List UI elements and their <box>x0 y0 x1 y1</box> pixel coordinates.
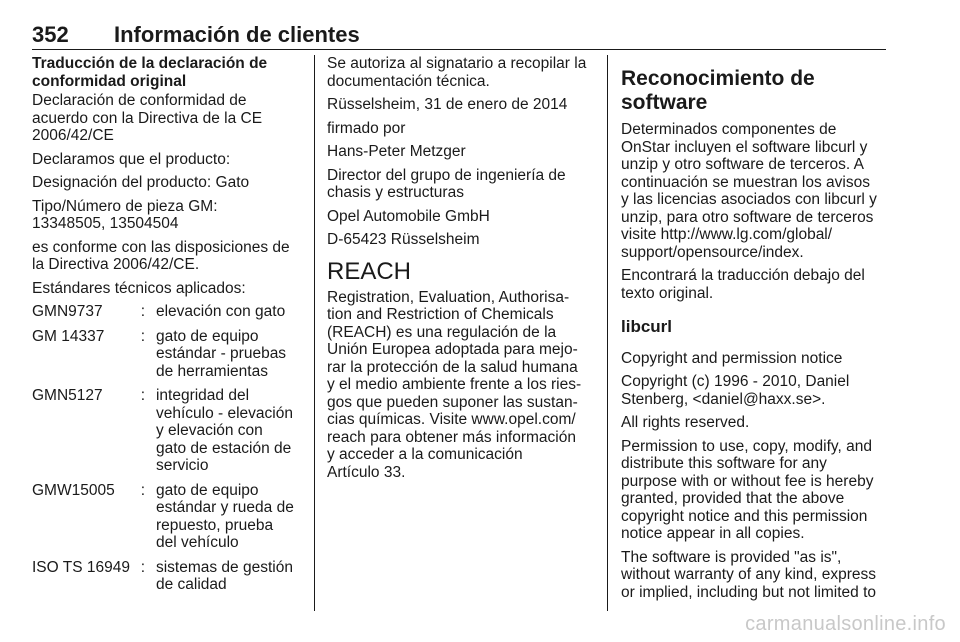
standard-separator: : <box>140 481 146 499</box>
paragraph: Declaración de conformidad de acuerdo con la Directiva de la CE 2006/42/CE <box>32 92 263 144</box>
standard-code: GMN9737 <box>32 303 103 320</box>
standard-code: GM 14337 <box>32 327 105 345</box>
standard-code: GMN5127 <box>32 387 103 404</box>
standard-separator: : <box>140 387 146 404</box>
column-divider <box>314 55 315 611</box>
paragraph: Declaramos que el producto: <box>32 150 231 168</box>
table-row <box>32 482 302 559</box>
standard-description: gato de equipo estándar - pruebas de herramientas <box>155 327 287 380</box>
paragraph: Copyright (c) 1996 - 2010, Daniel Stenberg, <daniel@haxx.se>. <box>621 373 850 408</box>
paragraph: Estándares técnicos aplicados: <box>32 279 246 297</box>
header-rule <box>32 49 886 50</box>
standard-description: gato de equipo estándar y rueda de repuesto, prueba del vehículo <box>155 481 294 551</box>
paragraph: firmado por <box>327 119 406 137</box>
paragraph: Se autoriza al signatario a recopilar la documentación técnica. <box>327 55 587 90</box>
standard-code: GMW15005 <box>32 481 115 499</box>
reach-paragraph: Registration, Evaluation, Authorisa- tion and Restriction of Chemicals (REACH) es una regulación de la Unión Europea adoptada para mejo- rar la protección de la salud humana y el medio ambiente frente a los ries- gos que pueden suponer las sustan- cias químicas. Visite www.opel.com/ reach para obtener más información y acceder a la comunicación Artículo 33. <box>327 288 582 481</box>
standard-separator: : <box>140 558 146 576</box>
standard-separator: : <box>140 327 146 345</box>
page-header <box>32 22 888 50</box>
paragraph: The software is provided "as is", without warranty of any kind, express or implied, including but not limited to <box>621 548 877 601</box>
paragraph: Permission to use, copy, modify, and distribute this software for any purpose with or without fee is hereby granted, provided that the above copyright notice and this permission notice appear in all copies. <box>621 437 874 542</box>
paragraph: Opel Automobile GmbH <box>327 207 490 225</box>
software-heading: Reconocimiento de software <box>621 67 815 114</box>
standard-description: integridad del vehículo - elevación y elevación con gato de estación de servicio <box>155 387 293 474</box>
standard-description: sistemas de gestión de calidad <box>155 558 293 593</box>
standard-code: ISO TS 16949 <box>32 558 130 576</box>
table-row <box>32 559 302 601</box>
reach-heading: REACH <box>327 257 412 285</box>
paragraph: D-65423 Rüsselsheim <box>327 231 480 248</box>
paragraph: Rüsselsheim, 31 de enero de 2014 <box>327 96 568 113</box>
column-right <box>621 55 889 607</box>
paragraph: All rights reserved. <box>621 414 750 431</box>
column-divider <box>607 55 608 611</box>
page-number: 352 <box>32 22 69 47</box>
column-middle <box>327 55 595 487</box>
table-row <box>32 328 302 388</box>
paragraph: es conforme con las disposiciones de la Directiva 2006/42/CE. <box>32 238 290 273</box>
paragraph: Determinados componentes de OnStar incluyen el software libcurl y unzip y otro software de terceros. A continuación se muestran los avisos y las licencias asociados con libcurl y unzip, para otro software de terceros visite http://www.lg.com/global/ support/opensource/index. <box>621 121 877 261</box>
table-row <box>32 387 302 482</box>
libcurl-heading: libcurl <box>621 317 673 336</box>
standard-separator: : <box>140 303 146 320</box>
paragraph: Director del grupo de ingeniería de chasis y estructuras <box>327 166 566 201</box>
paragraph: Designación del producto: Gato <box>32 174 250 191</box>
table-row <box>32 303 302 328</box>
column-left <box>32 55 302 601</box>
standards-table <box>32 303 302 601</box>
paragraph: Encontrará la traducción debajo del texto original. <box>621 267 865 302</box>
paragraph: Tipo/Número de pieza GM: 13348505, 13504504 <box>32 197 218 232</box>
declaration-subheading: Traducción de la declaración de conformidad original <box>32 55 268 90</box>
section-title: Información de clientes <box>114 22 360 47</box>
paragraph: Hans-Peter Metzger <box>327 143 466 160</box>
standard-description: elevación con gato <box>155 303 286 320</box>
paragraph: Copyright and permission notice <box>621 349 843 367</box>
watermark: carmanualsonline.info <box>745 613 946 635</box>
